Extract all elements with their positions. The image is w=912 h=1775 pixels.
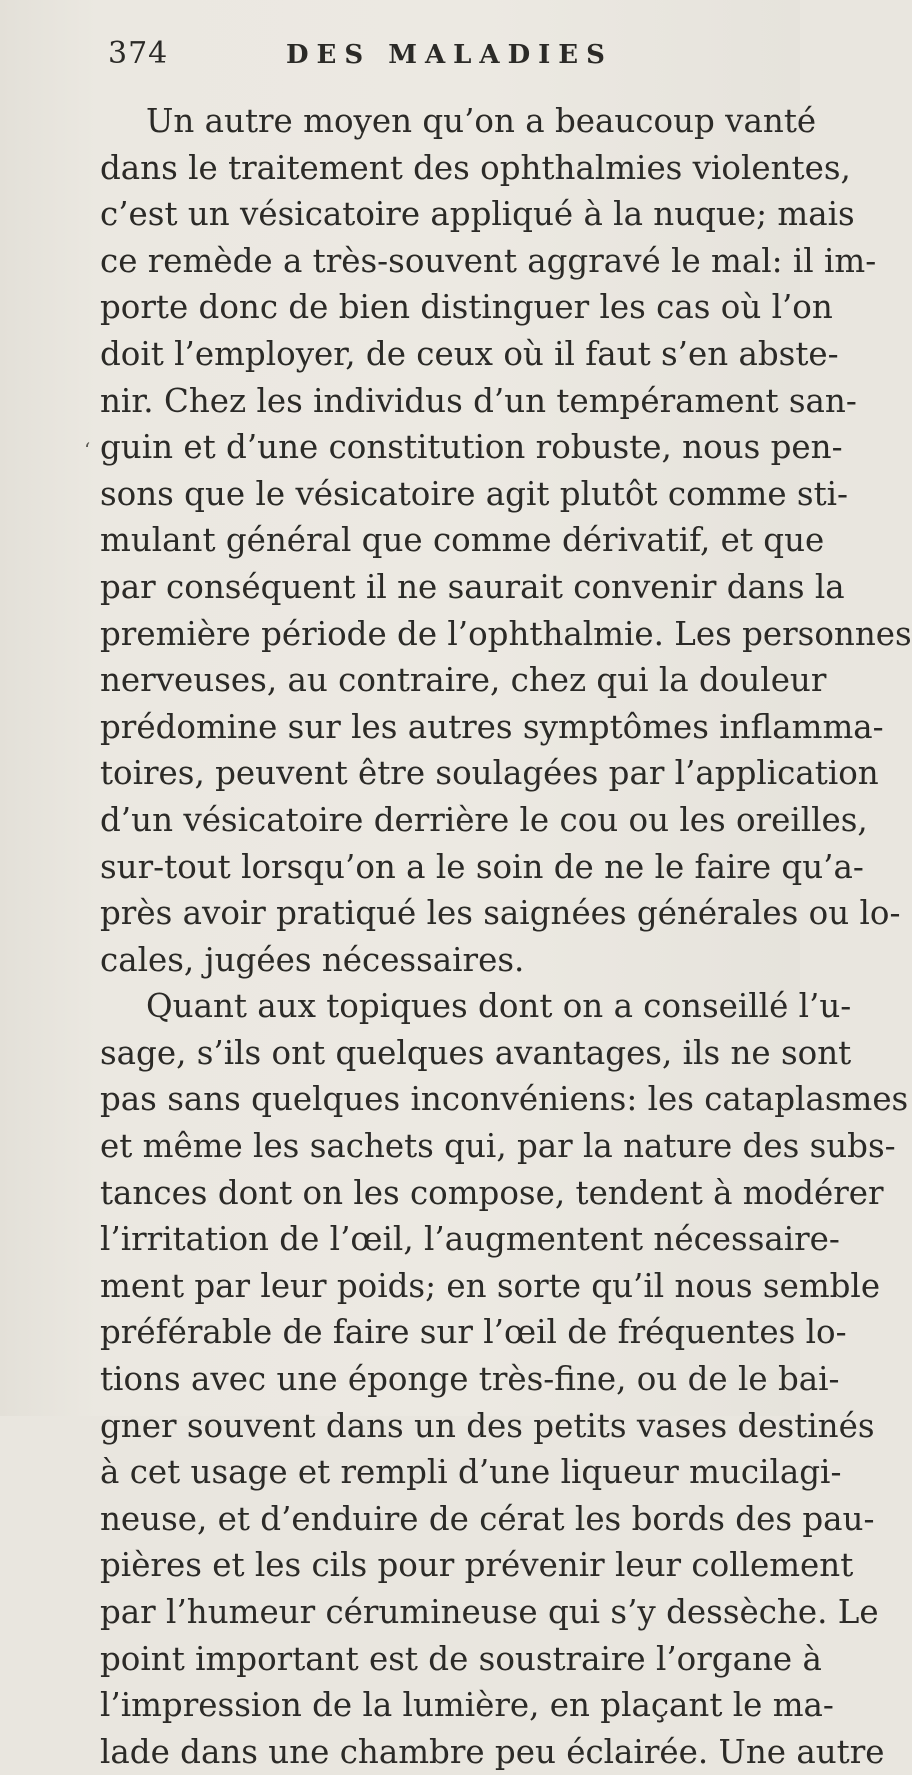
text-line: doit l’employer, de ceux où il faut s’en abste- [100, 334, 839, 373]
text-line: ce remède a très-souvent aggravé le mal: il im- [100, 241, 877, 280]
text-line: nir. Chez les individus d’un tempérament san- [100, 381, 857, 420]
text-line: lade dans une chambre peu éclairée. Une autre [100, 1732, 885, 1771]
text-line: l’impression de la lumière, en plaçant le ma- [100, 1686, 834, 1725]
text-line: sons que le vésicatoire agit plutôt comme sti- [100, 474, 849, 513]
text-line: dans le traitement des ophthalmies violentes, [100, 148, 851, 187]
text-line: près avoir pratiqué les saignées générales ou lo- [100, 894, 901, 933]
text-line: guin et d’une constitution robuste, nous pen- [100, 428, 843, 467]
text-line: sage, s’ils ont quelques avantages, ils ne sont [100, 1033, 852, 1072]
body-text [100, 98, 912, 1775]
text-line: à cet usage et rempli d’une liqueur mucilagi- [100, 1453, 842, 1492]
text-line: gner souvent dans un des petits vases destinés [100, 1406, 875, 1445]
text-line: sur-tout lorsqu’on a le soin de ne le faire qu’a- [100, 847, 864, 886]
text-line: pières et les cils pour prévenir leur collement [100, 1546, 854, 1585]
text-line: première période de l’ophthalmie. Les personnes [100, 614, 912, 653]
text-line: préférable de faire sur l’œil de fréquentes lo- [100, 1313, 847, 1352]
text-line: porte donc de bien distinguer les cas où l’on [100, 288, 833, 327]
text-line: Un autre moyen qu’on a beaucoup vanté [146, 102, 817, 140]
text-line: pas sans quelques inconvéniens: les cataplasmes [100, 1080, 909, 1119]
page-header [108, 36, 748, 76]
text-line: neuse, et d’enduire de cérat les bords des pau- [100, 1499, 875, 1538]
text-line: nerveuses, au contraire, chez qui la douleur [100, 661, 827, 700]
text-line: c’est un vésicatoire appliqué à la nuque; mais [100, 195, 855, 234]
margin-mark: ‘ [84, 438, 91, 462]
text-line: l’irritation de l’œil, l’augmentent nécessaire- [100, 1220, 840, 1259]
text-line: par l’humeur cérumineuse qui s’y dessèche. Le [100, 1593, 879, 1631]
text-line: ment par leur poids; en sorte qu’il nous semble [100, 1266, 881, 1305]
text-line: et même les sachets qui, par la nature des subs- [100, 1127, 896, 1166]
page-number: 374 [108, 36, 169, 71]
text-line: point important est de soustraire l’organe à [100, 1639, 822, 1678]
text-line: mulant général que comme dérivatif, et que [100, 521, 825, 560]
text-line: tions avec une éponge très-fine, ou de le bai- [100, 1360, 840, 1399]
running-title: DES MALADIES [286, 40, 613, 70]
text-line: toires, peuvent être soulagées par l’application [100, 754, 879, 793]
text-line: par conséquent il ne saurait convenir dans la [100, 567, 845, 606]
text-line: tances dont on les compose, tendent à modérer [100, 1173, 884, 1212]
text-line: d’un vésicatoire derrière le cou ou les oreilles, [100, 800, 868, 839]
text-line: Quant aux topiques dont on a conseillé l’u- [146, 987, 852, 1026]
text-line: cales, jugées nécessaires. [100, 940, 525, 979]
text-line: prédomine sur les autres symptômes inflamma- [100, 707, 884, 746]
